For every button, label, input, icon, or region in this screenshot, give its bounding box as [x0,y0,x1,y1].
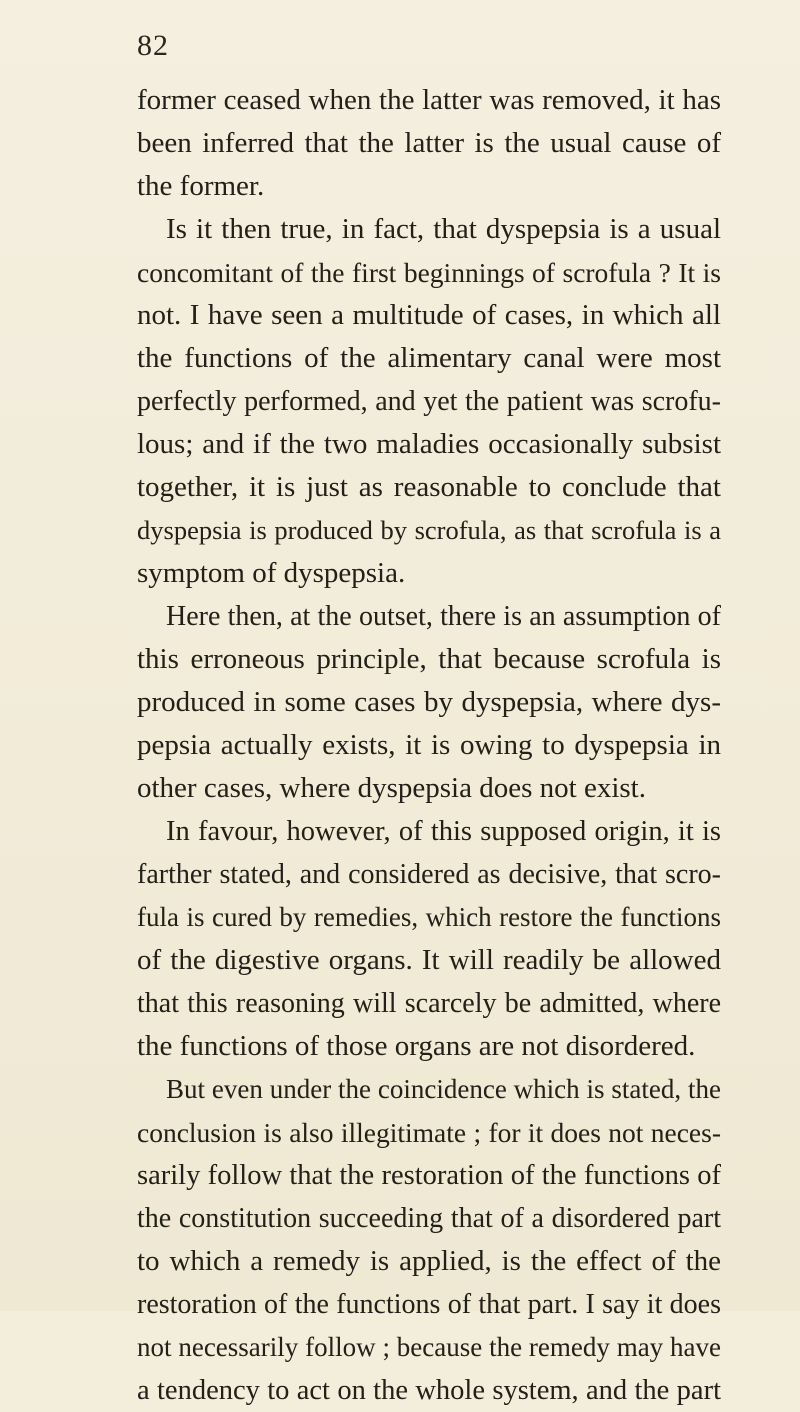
text-line: farther stated, and considered as decisive, that scro- [137,859,721,890]
text-line: concomitant of the first beginnings of scrofula ? It is [137,257,721,288]
text-line: former ceased when the latter was removed, it has [137,84,721,116]
text-line: fula is cured by remedies, which restore the functions [137,902,721,932]
text-line: been inferred that the latter is the usual cause of [137,127,721,159]
text-line: But even under the coincidence which is stated, the [166,1074,721,1104]
text-line: conclusion is also illegitimate ; for it does not neces- [137,1117,721,1148]
text-line: of the digestive organs. It will readily be allowed [137,944,721,976]
text-line: the functions of those organs are not disordered. [137,1030,696,1062]
text-line: In favour, however, of this supposed origin, it is [166,816,721,847]
text-line: this erroneous principle, that because scrofula is [137,643,721,675]
text-line: produced in some cases by dyspepsia, where dys- [137,686,721,718]
text-line: that this reasoning will scarcely be admitted, where [137,988,721,1019]
text-line: not. I have seen a multitude of cases, in which all [137,299,721,331]
text-line: a tendency to act on the whole system, and the part [137,1375,721,1406]
text-line: symptom of dyspepsia. [137,557,406,589]
text-line: pepsia actually exists, it is owing to dyspepsia in [137,729,721,761]
text-line: lous; and if the two maladies occasionally subsist [137,428,721,460]
text-line: the functions of the alimentary canal were most [137,342,721,374]
text-line: Is it then true, in fact, that dyspepsia is a usual [166,213,721,245]
page-number: 82 [137,29,169,62]
text-line: Here then, at the outset, there is an assumption of [166,601,721,632]
text-line: to which a remedy is applied, is the effect of the [137,1245,721,1277]
text-line: dyspepsia is produced by scrofula, as that scrofula is a [137,515,721,545]
text-line: restoration of the functions of that part. I say it does [137,1289,721,1320]
text-line: the former. [137,170,265,202]
body-text [137,79,721,1412]
text-line: together, it is just as reasonable to conclude that [137,471,721,503]
text-line: not necessarily follow ; because the remedy may have [137,1332,721,1362]
text-line: sarily follow that the restoration of the functions of [137,1160,721,1191]
text-line: other cases, where dyspepsia does not exist. [137,772,646,804]
text-line: the constitution succeeding that of a disordered part [137,1203,721,1234]
text-line: perfectly performed, and yet the patient was scrofu- [137,386,721,417]
